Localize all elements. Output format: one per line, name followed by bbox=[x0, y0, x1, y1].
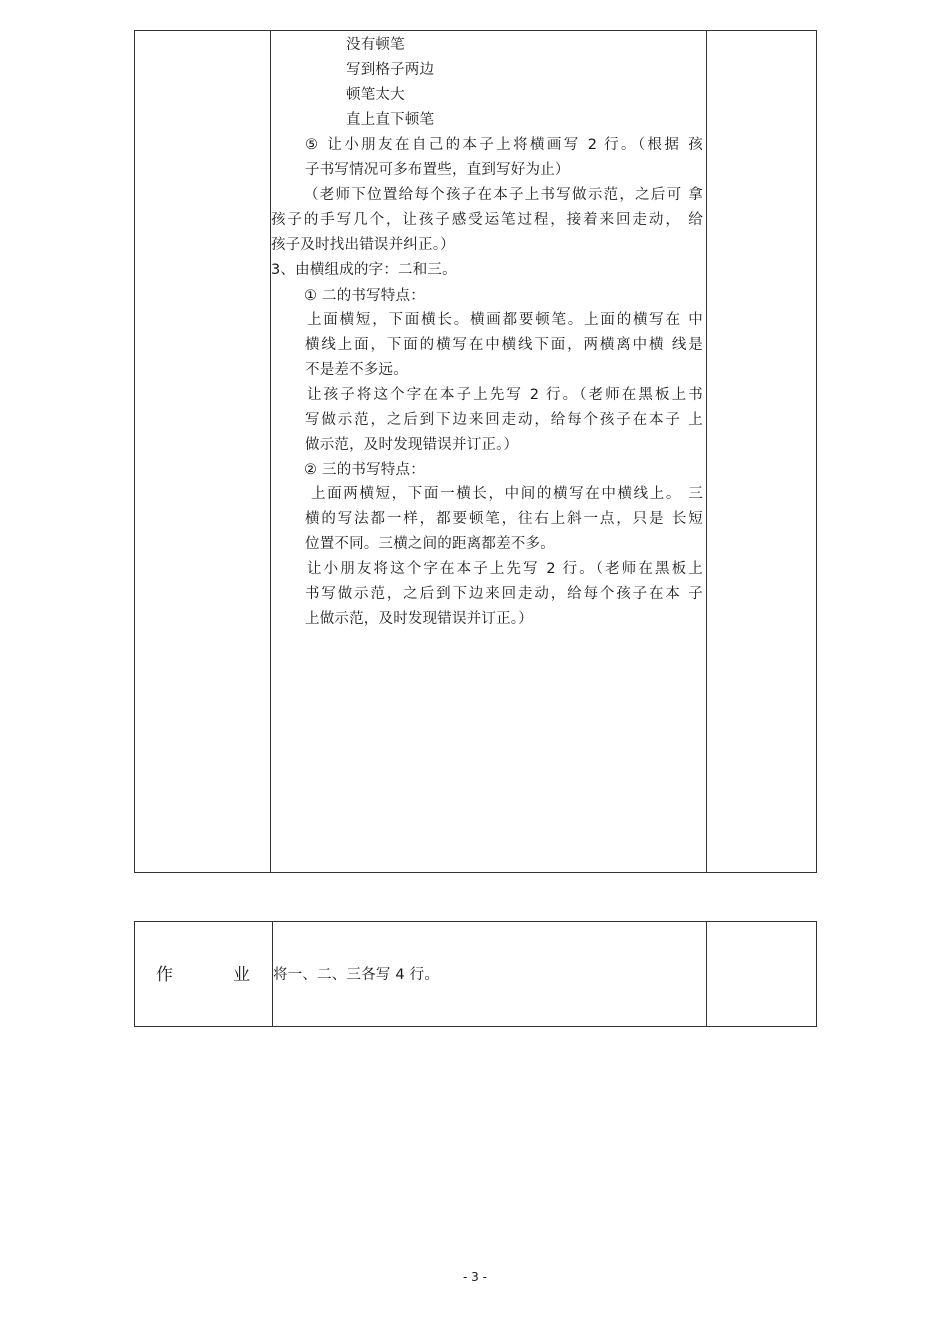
subsection-heading: ② 三的书写特点： bbox=[304, 462, 425, 478]
section-heading: 3、由横组成的字：二和三。 bbox=[271, 262, 457, 278]
lesson-line: 上面横短，下面横长。横画都要顿笔。上面的横写在 中 bbox=[307, 312, 703, 328]
column-divider-right bbox=[706, 922, 707, 1026]
lesson-line: ⑤ 让小朋友在自己的本子上将横画写 2 行。（根据 孩 bbox=[305, 137, 703, 153]
lesson-line: 让孩子将这个字在本子上先写 2 行。（老师在黑板上书 bbox=[307, 387, 703, 403]
lesson-line: 孩子及时找出错误并纠正。） bbox=[271, 237, 455, 253]
lesson-line: 直上直下顿笔 bbox=[346, 112, 435, 128]
lesson-line: 书写做示范，之后到下边来回走动，给每个孩子在本 子 bbox=[305, 586, 703, 602]
lesson-line: 孩子的手写几个，让孩子感受运笔过程，接着来回走动， 给 bbox=[271, 212, 703, 228]
homework-label-char-2: 业 bbox=[233, 965, 250, 985]
lesson-line: 没有顿笔 bbox=[346, 37, 405, 53]
lesson-line: 上面两横短，下面一横长，中间的横写在中横线上。 三 bbox=[311, 486, 703, 502]
column-divider-left bbox=[270, 31, 271, 872]
lesson-line: 位置不同。三横之间的距离都差不多。 bbox=[305, 536, 555, 552]
lesson-line: 写做示范，之后到下边来回走动，给每个孩子在本子 上 bbox=[305, 412, 703, 428]
lesson-line: 让小朋友将这个字在本子上先写 2 行。（老师在黑板上 bbox=[307, 561, 703, 577]
subsection-heading: ① 二的书写特点： bbox=[304, 288, 425, 304]
lesson-line: 顿笔太大 bbox=[346, 87, 405, 103]
homework-label-char-1: 作 bbox=[156, 965, 173, 985]
lesson-line: （老师下位置给每个孩子在本子上书写做示范，之后可 拿 bbox=[304, 187, 703, 203]
lesson-line: 子书写情况可多布置些，直到写好为止） bbox=[305, 162, 570, 178]
page-number: - 3 - bbox=[463, 1270, 487, 1284]
lesson-line: 横的写法都一样，都要顿笔，往右上斜一点，只是 长短 bbox=[305, 511, 703, 527]
homework-content: 将一、二、三各写 4 行。 bbox=[273, 967, 440, 983]
column-divider-right bbox=[706, 31, 707, 872]
lesson-line: 上做示范，及时发现错误并订正。） bbox=[305, 611, 533, 627]
lesson-line: 写到格子两边 bbox=[346, 62, 435, 78]
lesson-line: 横线上面，下面的横写在中横线下面，两横离中横 线是 bbox=[305, 337, 703, 353]
lesson-line: 不是差不多远。 bbox=[305, 362, 408, 378]
lesson-line: 做示范，及时发现错误并订正。） bbox=[305, 437, 519, 453]
